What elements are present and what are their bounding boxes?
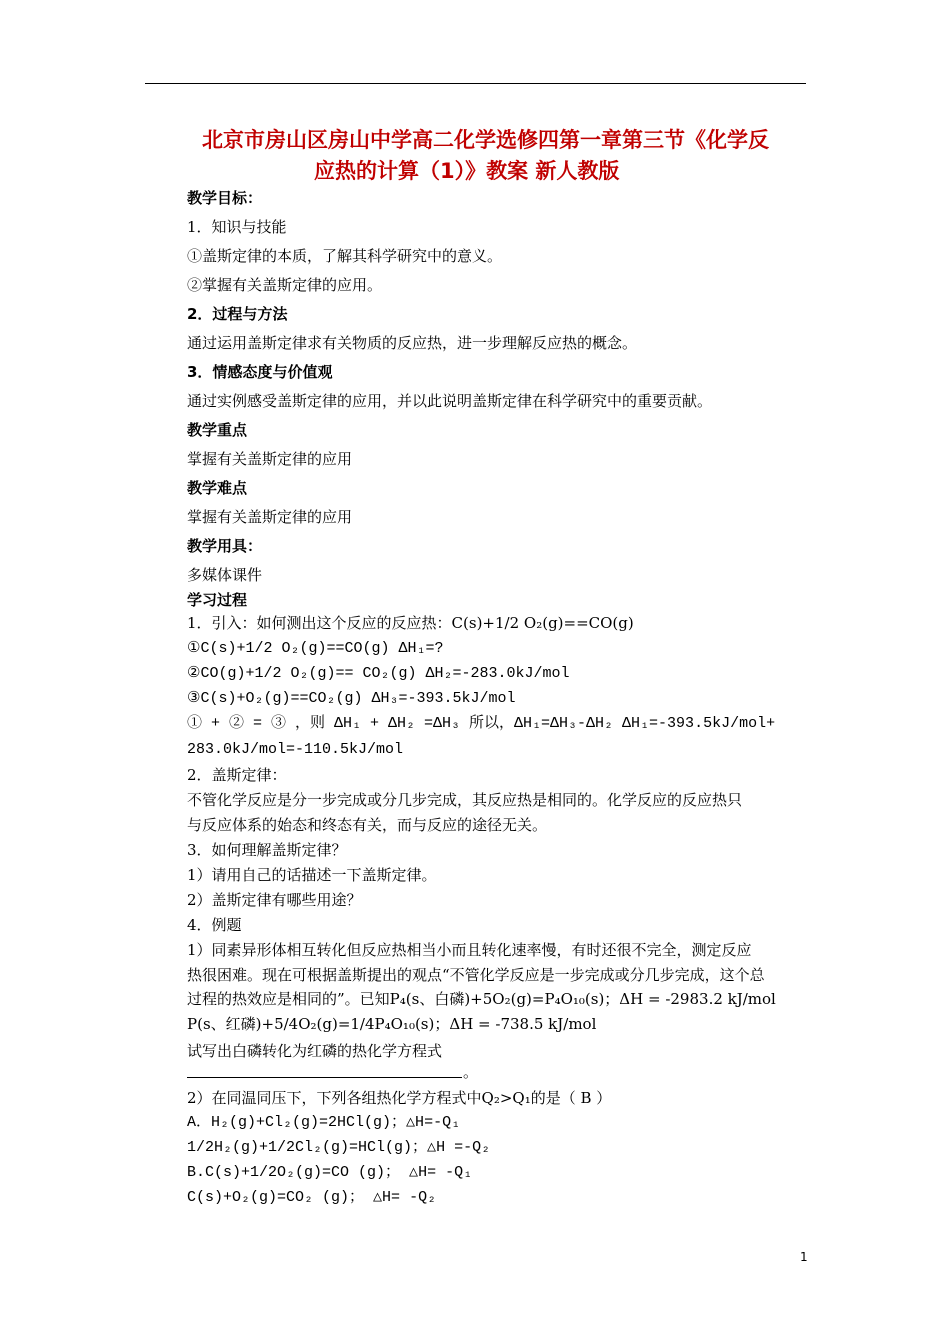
tools-heading: 教学用具： [187,537,263,555]
equation-1: ①C(s)+1/2 O₂(g)==CO(g) ΔH₁=? [187,640,444,657]
tools-text: 多媒体课件 [187,566,263,584]
example-title: 4．例题 [187,916,242,934]
equation-3: ③C(s)+O₂(g)==CO₂(g) ΔH₃=-393.5kJ/mol [187,690,516,707]
calculation-line-2: 283.0kJ/mol=-110.5kJ/mol [187,741,404,758]
difficulty-text: 掌握有关盖斯定律的应用 [187,508,353,526]
answer-blank [187,1064,462,1078]
objective-3-title: 3．情感态度与价值观 [187,363,333,381]
answer-blank-end: 。 [463,1063,479,1081]
difficulty-heading: 教学难点 [187,479,248,497]
objective-3-text: 通过实例感受盖斯定律的应用，并以此说明盖斯定律在科学研究中的重要贡献。 [187,392,713,410]
calculation-line-1: ① + ② = ③ ，则 ΔH₁ + ΔH₂ =ΔH₃ 所以，ΔH₁=ΔH₃-ΔH₂ ΔH₁=-393.5kJ/mol+ [187,715,776,732]
example-2-option-b-2: C(s)+O₂(g)=CO₂ (g)； △H= -Q₂ [187,1189,437,1206]
objective-2-title: 2．过程与方法 [187,305,288,323]
page-number: 1 [800,1250,808,1264]
hess-law-text-1: 不管化学反应是分一步完成或分几步完成，其反应热是相同的。化学反应的反应热只 [187,791,743,809]
objective-1-title: 1．知识与技能 [187,218,287,236]
process-intro: 1．引入：如何测出这个反应的反应热：C(s)+1/2 O₂(g)==CO(g) [187,614,634,632]
question-1: 1）请用自己的话描述一下盖斯定律。 [187,866,437,884]
example-2-option-b-1: B.C(s)+1/2O₂(g)=CO (g)； △H= -Q₁ [187,1164,473,1181]
header-rule [145,83,806,84]
key-point-text: 掌握有关盖斯定律的应用 [187,450,353,468]
process-heading: 学习过程 [187,591,248,609]
example-2-line-1: 2）在同温同压下，下列各组热化学方程式中Q₂>Q₁的是（ B ） [187,1089,612,1107]
objective-1-item-1: ①盖斯定律的本质，了解其科学研究中的意义。 [187,247,503,265]
question-2: 2）盖斯定律有哪些用途？ [187,891,362,909]
title-line-1: 北京市房山区房山中学高二化学选修四第一章第三节《化学反 [202,128,769,152]
hess-law-title: 2．盖斯定律： [187,766,287,784]
equation-2: ②CO(g)+1/2 O₂(g)== CO₂(g) ΔH₂=-283.0kJ/mol [187,665,570,682]
objective-1-item-2: ②掌握有关盖斯定律的应用。 [187,276,383,294]
question-title: 3．如何理解盖斯定律？ [187,841,347,859]
example-1-line-3: 过程的热效应是相同的”。已知P₄(s、白磷)+5O₂(g)=P₄O₁₀(s)；ΔH = -2983.2 kJ/mol [187,990,776,1008]
example-1-line-1: 1）同素异形体相互转化但反应热相当小而且转化速率慢，有时还很不完全，测定反应 [187,941,752,959]
example-2-option-a-2: 1/2H₂(g)+1/2Cl₂(g)=HCl(g)；△H =-Q₂ [187,1139,491,1156]
objective-2-text: 通过运用盖斯定律求有关物质的反应热，进一步理解反应热的概念。 [187,334,638,352]
example-1-line-2: 热很困难。现在可根据盖斯提出的观点“不管化学反应是一步完成或分几步完成，这个总 [187,966,765,984]
example-1-line-5: 试写出白磷转化为红磷的热化学方程式 [187,1042,443,1060]
title-line-2: 应热的计算（1）》教案 新人教版 [314,159,620,183]
example-1-line-4: P(s、红磷)+5/4O₂(g)=1/4P₄O₁₀(s)；ΔH = -738.5 kJ/mol [187,1015,597,1033]
hess-law-text-2: 与反应体系的始态和终态有关，而与反应的途径无关。 [187,816,548,834]
objectives-heading: 教学目标： [187,189,263,207]
key-point-heading: 教学重点 [187,421,248,439]
example-2-option-a-1: A．H₂(g)+Cl₂(g)=2HCl(g)；△H=-Q₁ [187,1114,461,1131]
